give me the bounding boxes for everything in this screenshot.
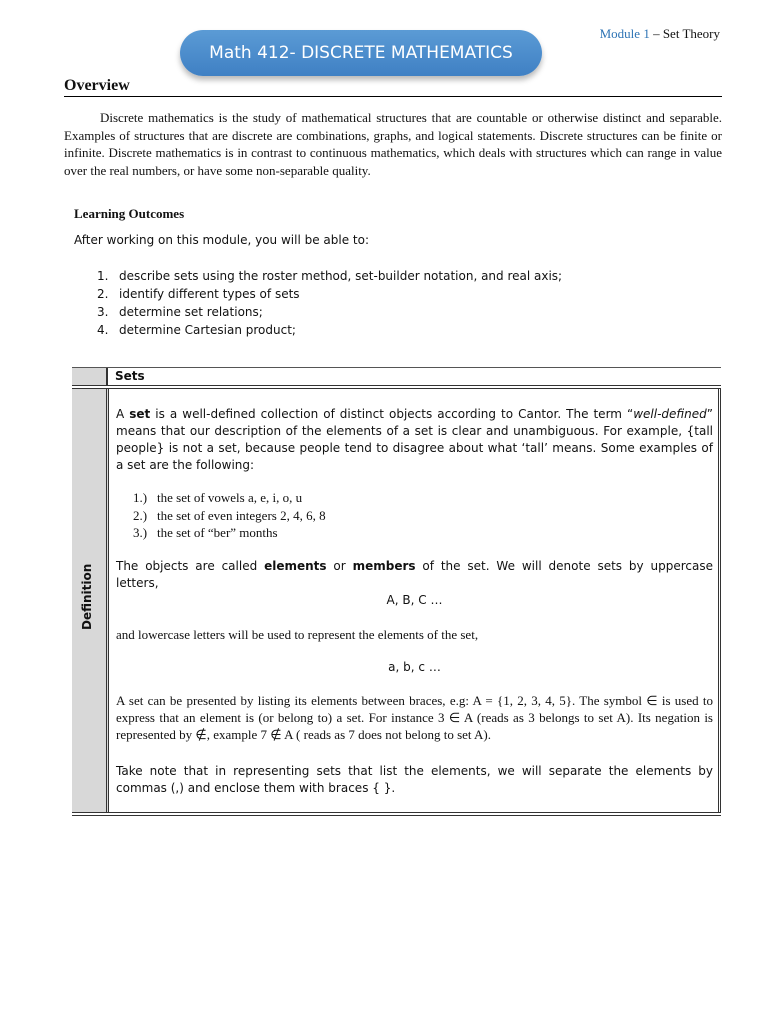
- list-item: 2.) the set of even integers 2, 4, 6, 8: [133, 507, 326, 523]
- lowercase-paragraph: and lowercase letters will be used to represent the elements of the set,: [116, 627, 479, 642]
- set-examples-list: [133, 489, 326, 542]
- table-header-shade: [72, 368, 108, 385]
- list-item: 3. determine set relations;: [97, 305, 263, 319]
- outcomes-list: [97, 267, 562, 339]
- braces-note-paragraph: Take note that in representing sets that list the elements, we will separate the elements by commas (,) and enclose them with braces { }.: [116, 764, 713, 795]
- table-right-border: [718, 389, 721, 812]
- module-tag: [600, 26, 720, 42]
- course-title-banner: [180, 30, 542, 76]
- list-item: 3.) the set of “ber” months: [133, 525, 278, 540]
- overview-paragraph: Discrete mathematics is the study of mathematical structures that are countable or otherwise distinct and separable. Examples of structures that are discrete are combinations, graphs, and logical statements. Discrete structures can be finite or infinite. Discrete mathematics is in contrast to continuous mathematics, which deals with structures which can range in value over the real numbers, or have some non-separable quality.: [64, 110, 722, 178]
- module-dash: –: [649, 26, 663, 41]
- uppercase-example: A, B, C …: [386, 593, 443, 607]
- learning-outcomes-heading: Learning Outcomes: [74, 206, 185, 221]
- set-term: set: [129, 407, 151, 421]
- learning-intro: After working on this module, you will be able to:: [74, 233, 370, 247]
- overview-divider: [64, 96, 722, 97]
- elements-paragraph: The objects are called elements or members of the set. We will denote sets by uppercase letters,: [116, 559, 713, 590]
- overview-heading: Overview: [64, 77, 130, 94]
- list-item: 1. describe sets using the roster method, set-builder notation, and real axis;: [97, 269, 563, 283]
- table-top-border: [72, 367, 721, 368]
- table-header-border: [72, 385, 721, 389]
- elements-term: elements: [264, 559, 327, 573]
- table-bottom-border: [72, 812, 721, 816]
- definition-side-label: Definition: [80, 563, 94, 630]
- module-topic: Set Theory: [662, 26, 720, 41]
- membership-paragraph: A set can be presented by listing its elements between braces, e.g: A = {1, 2, 3, 4, 5}. The symbol ∈ is used to express that an element is (or belong to) a set. For instance 3 ∈ A (reads as 3 belongs to set A). Its negation is represented by ∉, example 7 ∉ A ( reads as 7 does not belong to set A).: [116, 693, 713, 742]
- list-item: 4. determine Cartesian product;: [97, 323, 296, 337]
- set-definition-paragraph: A set is a well-defined collection of distinct objects according to Cantor. The term “well-defined” means that our description of the elements of a set is clear and unambiguous. For example, {tall people} is not a set, because people tend to disagree about what ‘tall’ means. Some examples of a set are the following:: [116, 407, 713, 472]
- list-item: 2. identify different types of sets: [97, 287, 300, 301]
- course-title: Math 412- DISCRETE MATHEMATICS: [209, 43, 513, 63]
- well-defined-term: well-defined: [633, 407, 707, 421]
- lowercase-example: a, b, c …: [388, 660, 441, 674]
- list-item: 1.) the set of vowels a, e, i, o, u: [133, 490, 303, 505]
- members-term: members: [352, 559, 416, 573]
- module-label: Module 1: [599, 26, 650, 41]
- sets-table-header: Sets: [115, 369, 145, 383]
